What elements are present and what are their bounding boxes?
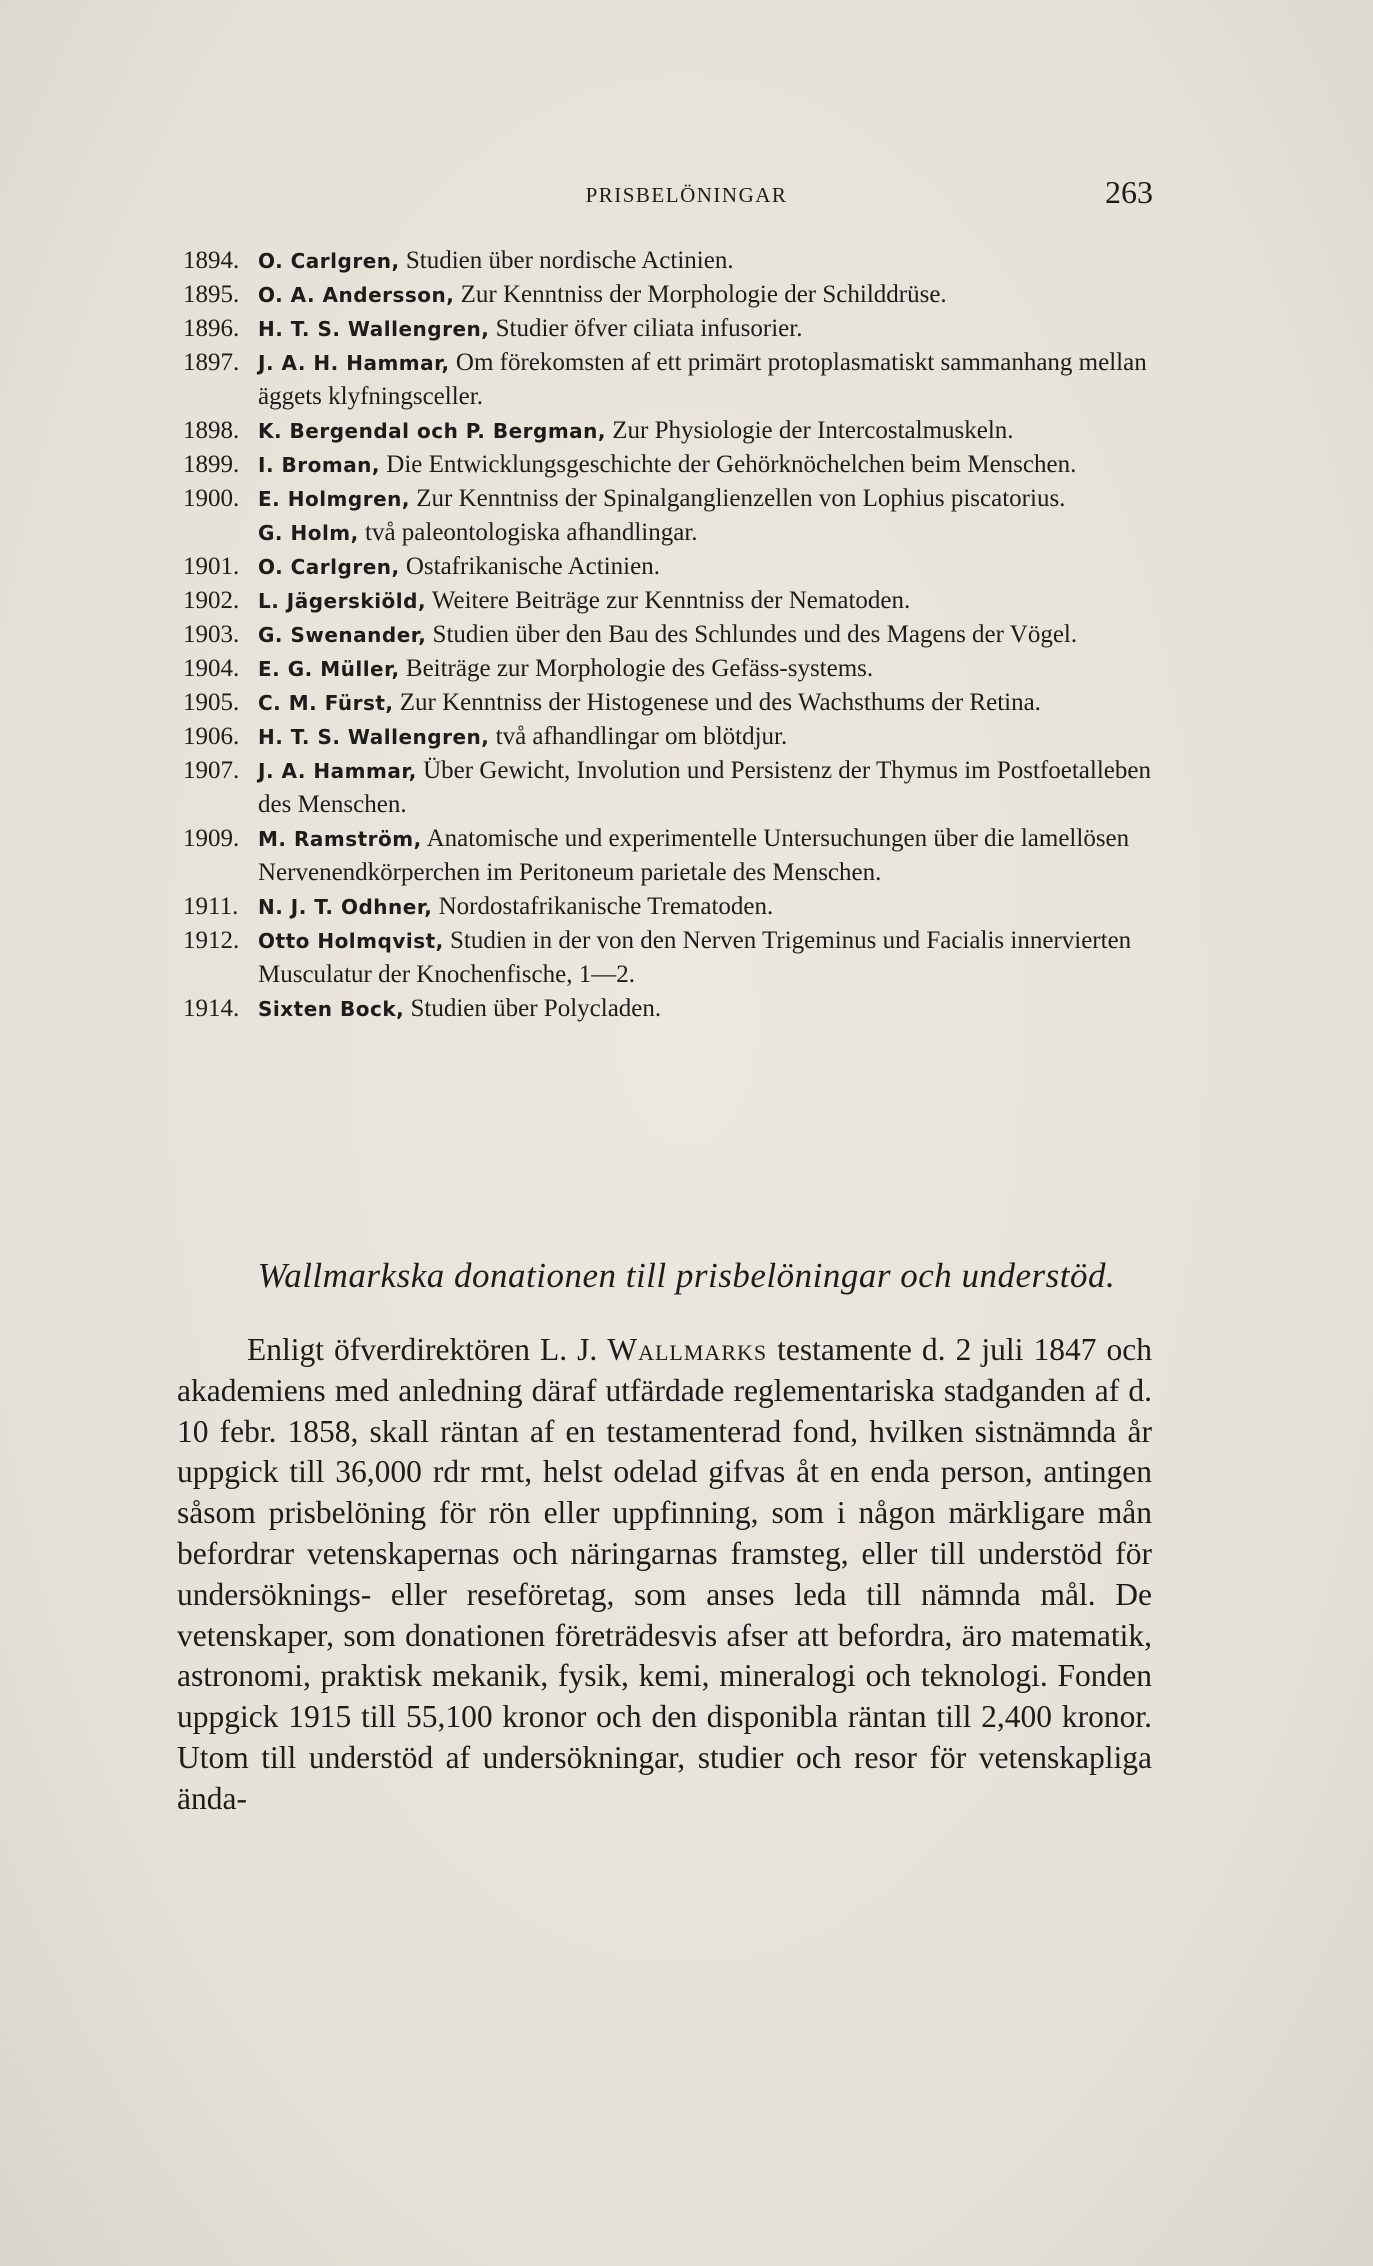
entry-author: I. Broman,	[258, 453, 381, 477]
body-paragraph	[177, 1330, 1152, 1820]
entry-title: två paleontologiska afhandlingar.	[365, 519, 698, 546]
entry-year: 1912.	[183, 927, 240, 954]
entry-author: O. A. Andersson,	[258, 283, 455, 307]
list-item	[183, 550, 1183, 584]
entry-year: 1899.	[183, 451, 240, 478]
entry-author: C. M. Fürst,	[258, 691, 394, 715]
entry-title: Studien über Polycladen.	[410, 995, 662, 1022]
list-item	[183, 482, 1183, 516]
entry-title: Om förekomsten af ett primärt protoplasmatiskt sammanhang mellan äggets klyfningsceller.	[258, 349, 1147, 410]
entry-year: 1894.	[183, 247, 240, 274]
list-item	[183, 822, 1183, 890]
entry-title: Zur Kenntniss der Morphologie der Schilddrüse.	[460, 281, 947, 308]
list-item	[183, 244, 1183, 278]
entry-author: K. Bergendal och P. Bergman,	[258, 419, 606, 443]
entry-year: 1903.	[183, 621, 240, 648]
entry-author: H. T. S. Wallengren,	[258, 725, 490, 749]
entry-title: Studien in der von den Nerven Trigeminus und Facialis innervierten Musculatur der Knochenfische, 1—2.	[258, 927, 1132, 988]
entry-author: O. Carlgren,	[258, 249, 400, 273]
prize-list	[183, 244, 1183, 1026]
list-item	[183, 890, 1183, 924]
running-title: PRISBELÖNINGAR	[585, 183, 788, 207]
entry-year: 1902.	[183, 587, 240, 614]
list-item	[183, 312, 1183, 346]
entry-title: Weitere Beiträge zur Kenntniss der Nematoden.	[431, 587, 911, 614]
entry-author: N. J. T. Odhner,	[258, 895, 433, 919]
list-item	[183, 584, 1183, 618]
entry-year: 1901.	[183, 553, 240, 580]
list-item	[183, 924, 1183, 992]
entry-title: två afhandlingar om blötdjur.	[495, 723, 788, 750]
entry-year: 1911.	[183, 893, 239, 920]
entry-year: 1896.	[183, 315, 240, 342]
entry-title: Anatomische und experimentelle Untersuchungen über die lamellösen Nervenendkörperchen im Peritoneum parietale des Menschen.	[258, 825, 1130, 886]
entry-author: Otto Holmqvist,	[258, 929, 444, 953]
entry-author: H. T. S. Wallengren,	[258, 317, 490, 341]
entry-year: 1897.	[183, 349, 240, 376]
entry-title: Die Entwicklungsgeschichte der Gehörknöchelchen beim Menschen.	[386, 451, 1077, 478]
entry-year: 1898.	[183, 417, 240, 444]
list-item	[183, 346, 1183, 414]
entry-year: 1909.	[183, 825, 240, 852]
entry-author: O. Carlgren,	[258, 555, 400, 579]
page-number: 263	[1105, 174, 1153, 210]
list-item	[183, 720, 1183, 754]
entry-title: Studien über den Bau des Schlundes und des Magens der Vögel.	[432, 621, 1078, 648]
list-item	[183, 516, 1183, 550]
entry-year: 1900.	[183, 485, 240, 512]
entry-year: 1904.	[183, 655, 240, 682]
entry-title: Beiträge zur Morphologie des Gefäss-systems.	[405, 655, 874, 682]
entry-author: E. G. Müller,	[258, 657, 400, 681]
entry-title: Zur Physiologie der Intercostalmuskeln.	[612, 417, 1014, 444]
entry-author: L. Jägerskiöld,	[258, 589, 427, 613]
entry-year: 1907.	[183, 757, 240, 784]
entry-title: Studier öfver ciliata infusorier.	[495, 315, 803, 342]
entry-author: Sixten Bock,	[258, 997, 405, 1021]
entry-year: 1905.	[183, 689, 240, 716]
entry-year: 1895.	[183, 281, 240, 308]
entry-title: Nordostafrikanische Trematoden.	[438, 893, 774, 920]
list-item	[183, 652, 1183, 686]
entry-author: J. A. Hammar,	[258, 759, 417, 783]
entry-author: G. Holm,	[258, 521, 359, 545]
body-text-rest: testamente d. 2 juli 1847 och akademiens med anledning däraf utfärdade reglementariska stadganden af d. 10 febr. 1858, skall räntan af en testamenterad fond, hvilken sistnämnda år uppgick till 36,000 rdr rmt, helst odelad gifvas åt en enda person, antingen såsom prisbelöning för rön eller uppfinning, som i någon märkligare mån befordrar vetenskapernas och näringarnas framsteg, eller till understöd för undersöknings- eller reseföretag, som anses leda till nämnda mål. De vetenskaper, som donationen företrädesvis afser att befordra, äro matematik, astronomi, praktisk mekanik, fysik, kemi, mineralogi och teknologi. Fonden uppgick 1915 till 55,100 kronor och den disponibla räntan till 2,400 kronor. Utom till understöd af undersökningar, studier och resor för vetenskapliga ända-	[177, 1332, 1152, 1816]
section-heading: Wallmarkska donationen till prisbelöningar och understöd.	[257, 1256, 1116, 1295]
entry-title: Studien über nordische Actinien.	[405, 247, 734, 274]
list-item	[183, 618, 1183, 652]
body-text-start: Enligt öfverdirektören L. J.	[247, 1332, 608, 1367]
entry-author: J. A. H. Hammar,	[258, 351, 450, 375]
entry-title: Ostafrikanische Actinien.	[405, 553, 660, 580]
entry-title: Zur Kenntniss der Histogenese und des Wachsthums der Retina.	[399, 689, 1041, 716]
list-item	[183, 992, 1183, 1026]
entry-title: Zur Kenntniss der Spinalganglienzellen von Lophius piscatorius.	[416, 485, 1066, 512]
list-item	[183, 414, 1183, 448]
entry-author: G. Swenander,	[258, 623, 427, 647]
entry-author: E. Holmgren,	[258, 487, 410, 511]
list-item	[183, 686, 1183, 720]
body-name-smallcaps: Wallmarks	[607, 1332, 768, 1367]
list-item	[183, 754, 1183, 822]
list-item	[183, 448, 1183, 482]
list-item	[183, 278, 1183, 312]
entry-title: Über Gewicht, Involution und Persistenz der Thymus im Postfoetalleben des Menschen.	[258, 757, 1151, 818]
entry-year: 1914.	[183, 995, 240, 1022]
entry-author: M. Ramström,	[258, 827, 422, 851]
entry-year: 1906.	[183, 723, 240, 750]
